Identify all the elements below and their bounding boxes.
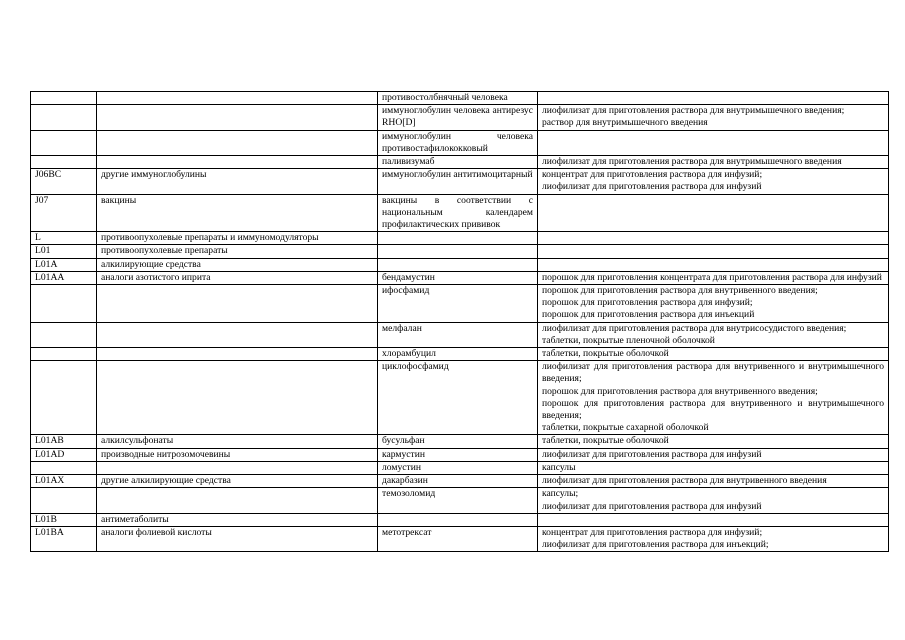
dosage-form-item: таблетки, покрытые сахарной оболочкой (542, 422, 709, 434)
dosage-form-item: лиофилизат для приготовления раствора для внутримышечного введения; (542, 105, 845, 117)
dosage-form-item: концентрат для приготовления раствора для инфузий; (542, 169, 763, 181)
group-name-cell (97, 348, 378, 361)
drug-name-cell: бендамустин (378, 271, 538, 284)
dosage-forms-cell (538, 258, 889, 271)
atc-code-cell: L01B (31, 513, 97, 526)
dosage-forms-cell (538, 348, 889, 361)
group-name-cell: производные нитрозомочевины (97, 448, 378, 461)
drug-name-cell: циклофосфамид (378, 361, 538, 435)
table-body (31, 92, 889, 552)
group-name-cell (97, 361, 378, 435)
dosage-form-item: концентрат для приготовления раствора для инфузий; (542, 526, 763, 538)
dosage-form-item: таблетки, покрытые пленочной оболочкой (542, 334, 715, 346)
dosage-form-item: лиофилизат для приготовления раствора для внутримышечного введения (542, 156, 842, 168)
group-name-cell: другие иммуноглобулины (97, 169, 378, 194)
group-name-cell (97, 322, 378, 347)
drug-name-cell: ифосфамид (378, 285, 538, 323)
table-row (31, 271, 889, 284)
dosage-form-item: порошок для приготовления раствора для внутривенного и внутримышечного введения; (542, 397, 884, 422)
group-name-cell: аналоги фолиевой кислоты (97, 526, 378, 551)
table-row (31, 448, 889, 461)
dosage-forms-cell (538, 245, 889, 258)
table-row (31, 361, 889, 435)
table-row (31, 285, 889, 323)
dosage-forms-cell (538, 285, 889, 323)
group-name-cell (97, 285, 378, 323)
group-name-cell (97, 156, 378, 169)
drug-name-cell (378, 513, 538, 526)
atc-code-cell (31, 105, 97, 130)
atc-code-cell: J07 (31, 194, 97, 232)
table-row (31, 194, 889, 232)
dosage-forms-cell (538, 513, 889, 526)
atc-code-cell: L01AA (31, 271, 97, 284)
group-name-cell (97, 488, 378, 513)
dosage-form-item: капсулы; (542, 488, 579, 500)
drug-name-cell: темозоломид (378, 488, 538, 513)
dosage-forms-cell (538, 92, 889, 105)
atc-code-cell (31, 156, 97, 169)
group-name-cell: алкилирующие средства (97, 258, 378, 271)
dosage-forms-cell (538, 271, 889, 284)
table-row (31, 105, 889, 130)
dosage-forms-cell (538, 435, 889, 448)
drug-name-cell (378, 232, 538, 245)
drug-name-cell: метотрексат (378, 526, 538, 551)
atc-code-cell: L01AB (31, 435, 97, 448)
table-row (31, 488, 889, 513)
atc-code-cell (31, 285, 97, 323)
atc-code-cell (31, 348, 97, 361)
table-row (31, 130, 889, 155)
dosage-form-item: лиофилизат для приготовления раствора для инфузий (542, 181, 762, 193)
table-row (31, 348, 889, 361)
drug-name-cell: мелфалан (378, 322, 538, 347)
dosage-forms-cell (538, 322, 889, 347)
group-name-cell: антиметаболиты (97, 513, 378, 526)
group-name-cell (97, 130, 378, 155)
dosage-forms-cell (538, 526, 889, 551)
table-row (31, 92, 889, 105)
drug-name-cell: бусульфан (378, 435, 538, 448)
dosage-form-item: лиофилизат для приготовления раствора для внутривенного введения (542, 475, 827, 487)
group-name-cell: вакцины (97, 194, 378, 232)
table-row (31, 258, 889, 271)
dosage-forms-cell (538, 130, 889, 155)
atc-code-cell: L01 (31, 245, 97, 258)
table-row (31, 169, 889, 194)
dosage-forms-cell (538, 156, 889, 169)
atc-code-cell (31, 361, 97, 435)
drug-name-cell: иммуноглобулин человека противостафилококковый (378, 130, 538, 155)
table-row (31, 461, 889, 474)
dosage-form-item: лиофилизат для приготовления раствора для инфузий (542, 448, 762, 460)
drug-name-cell (378, 245, 538, 258)
table-row (31, 475, 889, 488)
dosage-form-item: таблетки, покрытые оболочкой (542, 348, 669, 360)
table-row (31, 435, 889, 448)
atc-code-cell: L (31, 232, 97, 245)
dosage-form-item: порошок для приготовления раствора для внутривенного введения; (542, 385, 818, 397)
dosage-form-item: лиофилизат для приготовления раствора для внутривенного и внутримышечного введения; (542, 361, 884, 385)
dosage-form-item: лиофилизат для приготовления раствора для инфузий (542, 500, 762, 512)
atc-code-cell: L01AX (31, 475, 97, 488)
group-name-cell: противоопухолевые препараты (97, 245, 378, 258)
group-name-cell: противоопухолевые препараты и иммуномодуляторы (97, 232, 378, 245)
drug-name-cell (378, 258, 538, 271)
dosage-forms-cell (538, 232, 889, 245)
table-row (31, 526, 889, 551)
atc-code-cell: L01A (31, 258, 97, 271)
group-name-cell: аналоги азотистого иприта (97, 271, 378, 284)
drug-name-cell: дакарбазин (378, 475, 538, 488)
drug-name-cell: кармустин (378, 448, 538, 461)
table-row (31, 245, 889, 258)
dosage-form-item: порошок для приготовления раствора для инфузий; (542, 297, 753, 309)
dosage-forms-cell (538, 194, 889, 232)
dosage-forms-cell (538, 169, 889, 194)
dosage-form-item: лиофилизат для приготовления раствора для внутрисосудистого введения; (542, 322, 847, 334)
table-row (31, 156, 889, 169)
group-name-cell (97, 461, 378, 474)
table-row (31, 232, 889, 245)
drug-name-cell: ломустин (378, 461, 538, 474)
dosage-form-item: капсулы (542, 461, 576, 473)
drug-name-cell: вакцины в соответствии с национальным календарем профилактических прививок (378, 194, 538, 232)
dosage-forms-cell (538, 448, 889, 461)
group-name-cell (97, 105, 378, 130)
atc-code-cell: J06BC (31, 169, 97, 194)
dosage-forms-cell (538, 105, 889, 130)
dosage-form-item: порошок для приготовления раствора для инъекций (542, 309, 755, 321)
group-name-cell (97, 92, 378, 105)
dosage-forms-cell (538, 361, 889, 435)
dosage-form-item: таблетки, покрытые оболочкой (542, 435, 669, 447)
group-name-cell: алкилсульфонаты (97, 435, 378, 448)
atc-code-cell (31, 461, 97, 474)
dosage-forms-cell (538, 488, 889, 513)
atc-code-cell: L01BA (31, 526, 97, 551)
drug-name-cell: противостолбнячный человека (378, 92, 538, 105)
table-row (31, 513, 889, 526)
dosage-form-item: лиофилизат для приготовления раствора для инъекций; (542, 539, 769, 551)
atc-code-cell (31, 322, 97, 347)
drug-name-cell: иммуноглобулин антитимоцитарный (378, 169, 538, 194)
dosage-forms-cell (538, 461, 889, 474)
drug-name-cell: хлорамбуцил (378, 348, 538, 361)
atc-code-cell (31, 130, 97, 155)
table-row (31, 322, 889, 347)
drug-name-cell: иммуноглобулин человека антирезус RHO[D] (378, 105, 538, 130)
drug-name-cell: паливизумаб (378, 156, 538, 169)
dosage-forms-cell (538, 475, 889, 488)
drug-list-table (30, 91, 889, 552)
atc-code-cell: L01AD (31, 448, 97, 461)
atc-code-cell (31, 488, 97, 513)
atc-code-cell (31, 92, 97, 105)
group-name-cell: другие алкилирующие средства (97, 475, 378, 488)
dosage-form-item: порошок для приготовления концентрата для приготовления раствора для инфузий (542, 271, 882, 283)
dosage-form-item: раствор для внутримышечного введения (542, 117, 708, 129)
dosage-form-item: порошок для приготовления раствора для внутривенного введения; (542, 285, 818, 297)
